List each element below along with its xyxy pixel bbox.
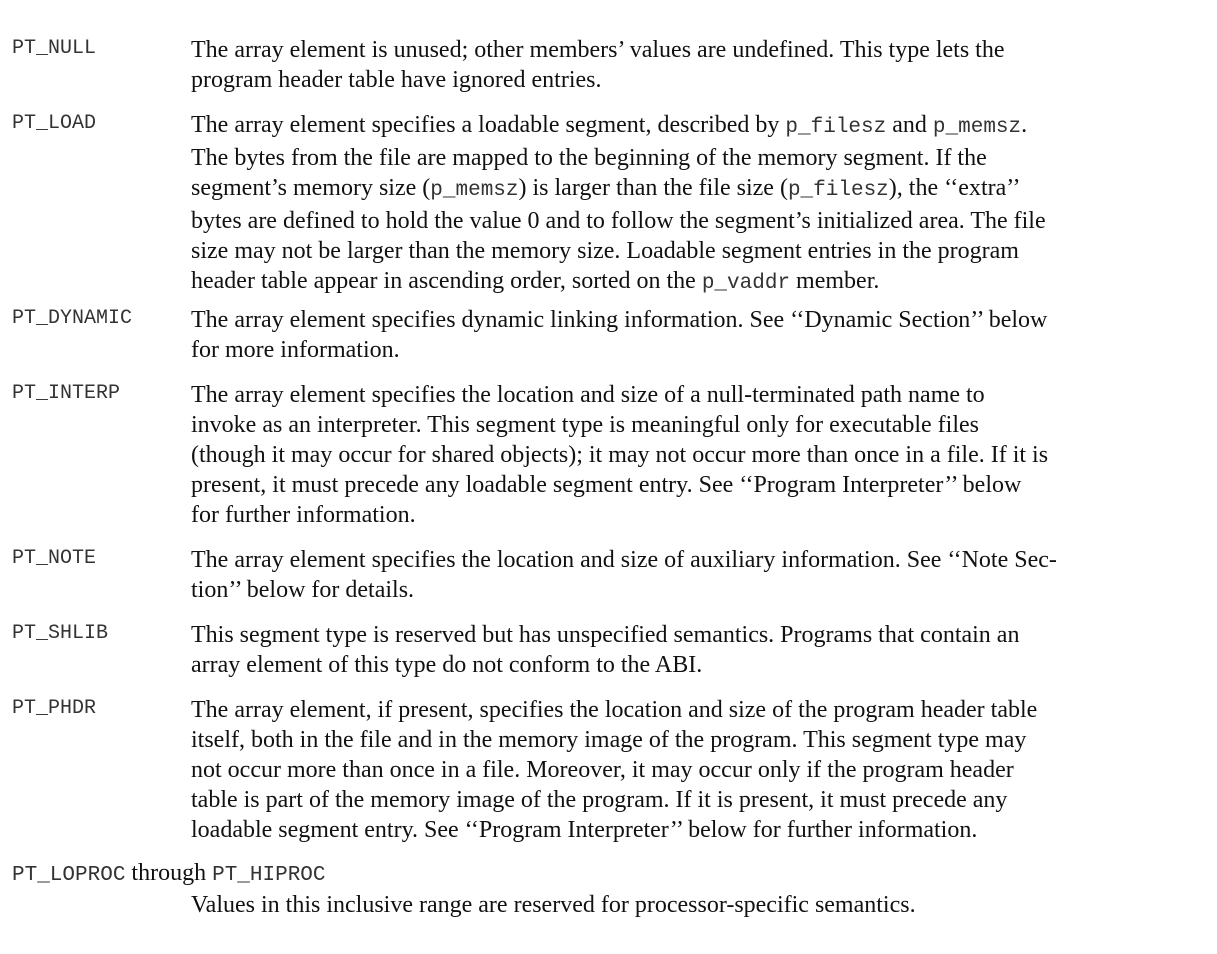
text-run: ) is larger than the file size ( bbox=[518, 175, 788, 201]
text-run: present, it must precede any loadable segment entry. See ‘‘Program Interpreter’’ below bbox=[191, 472, 1022, 498]
description-line bbox=[191, 650, 1196, 680]
description-line bbox=[191, 500, 1196, 530]
code-term: p_filesz bbox=[785, 116, 887, 139]
text-run: The array element specifies the location and size of a null-terminated path name to bbox=[191, 382, 985, 408]
description-line bbox=[191, 206, 1196, 236]
text-run: array element of this type do not conform to the ABI. bbox=[191, 652, 703, 678]
entry-term: PT_NULL bbox=[12, 37, 97, 60]
text-run: (though it may occur for shared objects); it may not occur more than once in a file. If it is bbox=[191, 442, 1049, 468]
description-line bbox=[191, 35, 1196, 65]
description-line bbox=[191, 755, 1196, 785]
text-run: invoke as an interpreter. This segment type is meaningful only for executable files bbox=[191, 412, 979, 438]
entry-description bbox=[191, 35, 1196, 95]
description-line bbox=[191, 785, 1196, 815]
range-end-term: PT_HIPROC bbox=[212, 864, 326, 887]
text-run: loadable segment entry. See ‘‘Program Interpreter’’ below for further information. bbox=[191, 817, 978, 843]
description-line bbox=[191, 380, 1196, 410]
code-term: p_filesz bbox=[787, 179, 889, 202]
code-term: p_memsz bbox=[430, 179, 519, 202]
entry-term: PT_LOAD bbox=[12, 112, 97, 135]
description-line bbox=[191, 545, 1196, 575]
text-run: The array element specifies dynamic linking information. See ‘‘Dynamic Section’’ below bbox=[191, 307, 1048, 333]
entry-description bbox=[191, 380, 1196, 530]
description-line bbox=[191, 620, 1196, 650]
text-run: member. bbox=[790, 268, 880, 294]
entry-description bbox=[191, 620, 1196, 680]
description-line bbox=[191, 695, 1196, 725]
text-run: not occur more than once in a file. Moreover, it may occur only if the program header bbox=[191, 757, 1014, 783]
description-line bbox=[191, 410, 1196, 440]
entry-description bbox=[191, 305, 1196, 365]
description-line bbox=[191, 236, 1196, 266]
text-run: bytes are defined to hold the value 0 and to follow the segment’s initialized area. The file bbox=[191, 208, 1046, 234]
description-line bbox=[191, 470, 1196, 500]
text-run: tion’’ below for details. bbox=[191, 577, 415, 603]
description-line bbox=[191, 725, 1196, 755]
description-line bbox=[191, 143, 1196, 173]
description-line bbox=[191, 335, 1196, 365]
text-run: table is part of the memory image of the program. If it is present, it must precede any bbox=[191, 787, 1008, 813]
description-line bbox=[191, 266, 1196, 299]
description-line bbox=[191, 440, 1196, 470]
description-line bbox=[191, 575, 1196, 605]
description-line bbox=[191, 65, 1196, 95]
text-run: ), the ‘‘extra’’ bbox=[888, 175, 1021, 201]
text-run: itself, both in the file and in the memory image of the program. This segment type may bbox=[191, 727, 1027, 753]
entry-term: PT_NOTE bbox=[12, 547, 97, 570]
code-term: p_vaddr bbox=[701, 272, 791, 295]
text-run: The array element specifies the location and size of auxiliary information. See ‘‘Note Sec- bbox=[191, 547, 1057, 573]
entry-term: PT_INTERP bbox=[12, 382, 121, 405]
description-line bbox=[191, 110, 1196, 143]
entry-description bbox=[191, 695, 1196, 845]
text-run: segment’s memory size ( bbox=[191, 175, 431, 201]
code-term: p_memsz bbox=[932, 116, 1022, 139]
entry-term: PT_SHLIB bbox=[12, 622, 109, 645]
entry-description bbox=[191, 110, 1196, 299]
text-run: . bbox=[1021, 112, 1028, 138]
range-through-text: through bbox=[125, 860, 213, 886]
text-run: for further information. bbox=[191, 502, 416, 528]
text-run: The bytes from the file are mapped to the beginning of the memory segment. If the bbox=[191, 145, 987, 171]
description-line bbox=[191, 173, 1196, 206]
text-run: header table appear in ascending order, sorted on the bbox=[191, 268, 702, 294]
range-entry-heading bbox=[12, 860, 326, 887]
text-run: The array element specifies a loadable segment, described by bbox=[191, 112, 786, 138]
text-run: for more information. bbox=[191, 337, 400, 363]
description-line bbox=[191, 305, 1196, 335]
entry-description bbox=[191, 545, 1196, 605]
text-run: The array element, if present, specifies the location and size of the program header table bbox=[191, 697, 1038, 723]
range-entry-description: Values in this inclusive range are reserved for processor-specific semantics. bbox=[191, 892, 916, 918]
text-run: program header table have ignored entries. bbox=[191, 67, 602, 93]
text-run: and bbox=[886, 112, 933, 138]
text-run: This segment type is reserved but has unspecified semantics. Programs that contain an bbox=[191, 622, 1020, 648]
description-line bbox=[191, 815, 1196, 845]
text-run: size may not be larger than the memory size. Loadable segment entries in the program bbox=[191, 238, 1019, 264]
entry-term: PT_PHDR bbox=[12, 697, 97, 720]
text-run: The array element is unused; other members’ values are undefined. This type lets the bbox=[191, 37, 1005, 63]
entry-term: PT_DYNAMIC bbox=[12, 307, 133, 330]
range-start-term: PT_LOPROC bbox=[12, 864, 126, 887]
